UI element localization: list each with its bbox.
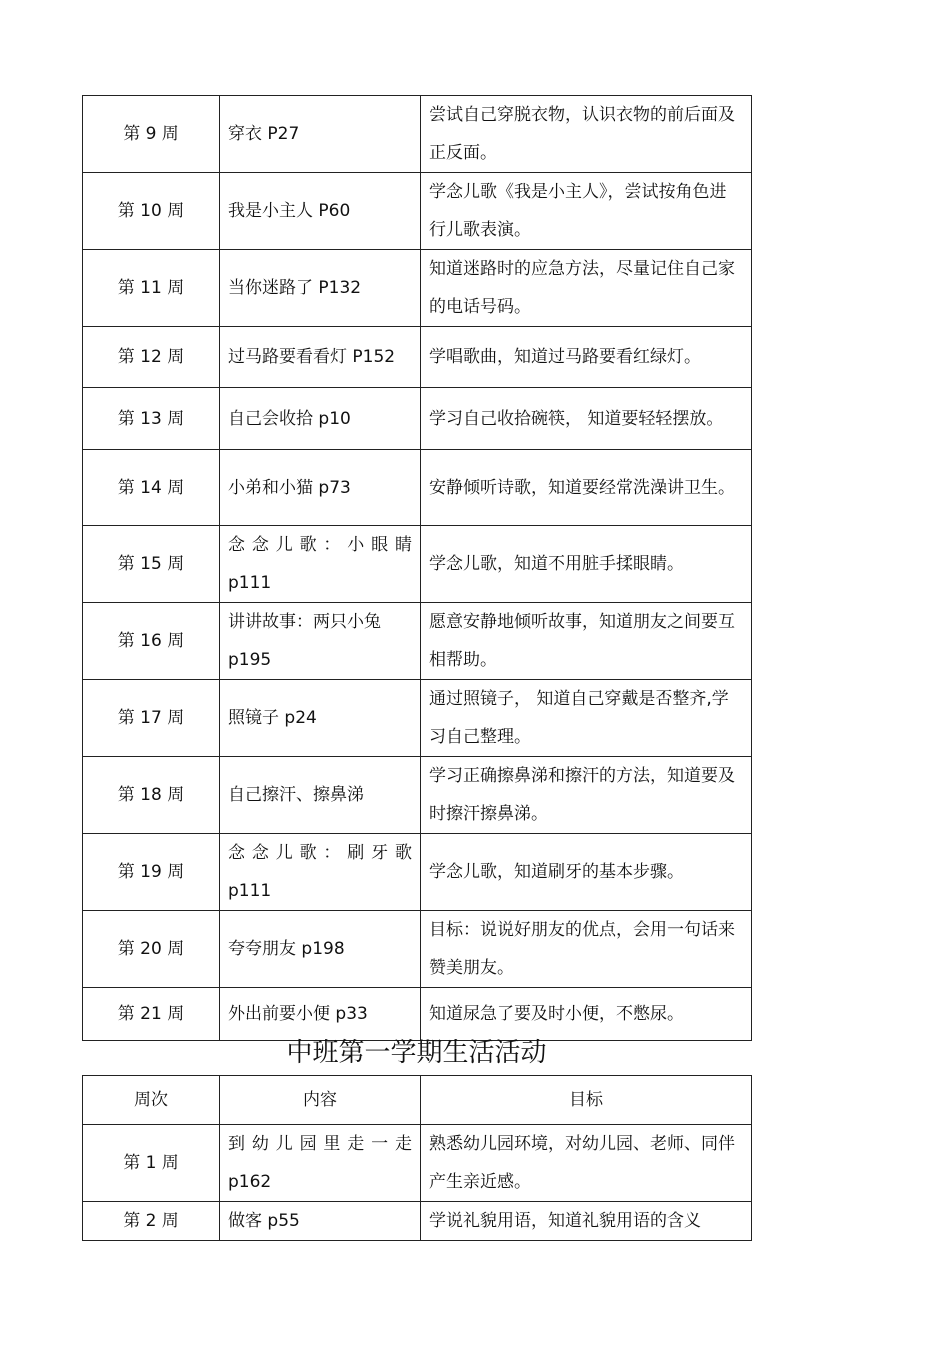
table-row xyxy=(83,327,752,388)
header-goal: 目标 xyxy=(421,1076,752,1125)
week-cell: 第 9 周 xyxy=(83,96,220,173)
goal-cell: 愿意安静地倾听故事，知道朋友之间要互相帮助。 xyxy=(421,603,752,680)
week-cell: 第 21 周 xyxy=(83,988,220,1041)
week-cell: 第 10 周 xyxy=(83,173,220,250)
weekly-activity-table xyxy=(82,95,752,1041)
content-page: p195 xyxy=(228,650,272,670)
content-cell: 外出前要小便 p33 xyxy=(220,988,421,1041)
section-title: 中班第一学期生活活动 xyxy=(286,1038,547,1068)
table-row xyxy=(83,526,752,603)
week-cell: 第 16 周 xyxy=(83,603,220,680)
content-cell xyxy=(220,526,421,603)
content-cell: 小弟和小猫 p73 xyxy=(220,450,421,526)
week-cell: 第 13 周 xyxy=(83,388,220,450)
content-cell: 我是小主人 P60 xyxy=(220,173,421,250)
content-line: 念念儿歌：小眼睛 xyxy=(228,535,412,555)
content-cell xyxy=(220,603,421,680)
table-header-row xyxy=(83,1076,752,1125)
goal-cell: 安静倾听诗歌，知道要经常洗澡讲卫生。 xyxy=(421,450,752,526)
table-row xyxy=(83,450,752,526)
goal-cell: 尝试自己穿脱衣物，认识衣物的前后面及正反面。 xyxy=(421,96,752,173)
content-line: 到幼儿园里走一走 xyxy=(228,1134,412,1154)
week-cell: 第 14 周 xyxy=(83,450,220,526)
goal-cell: 学念儿歌，知道刷牙的基本步骤。 xyxy=(421,834,752,911)
table-row xyxy=(83,680,752,757)
week-cell: 第 1 周 xyxy=(83,1125,220,1202)
week-cell: 第 18 周 xyxy=(83,757,220,834)
content-page: p111 xyxy=(228,881,272,901)
week-cell: 第 20 周 xyxy=(83,911,220,988)
table-row xyxy=(83,173,752,250)
content-cell: 照镜子 p24 xyxy=(220,680,421,757)
header-week: 周次 xyxy=(83,1076,220,1125)
table-row xyxy=(83,388,752,450)
table-row xyxy=(83,250,752,327)
week-cell: 第 17 周 xyxy=(83,680,220,757)
goal-cell: 学唱歌曲，知道过马路要看红绿灯。 xyxy=(421,327,752,388)
table-row xyxy=(83,1202,752,1241)
goal-cell: 学念儿歌《我是小主人》，尝试按角色进行儿歌表演。 xyxy=(421,173,752,250)
content-cell: 自己会收拾 p10 xyxy=(220,388,421,450)
goal-cell: 通过照镜子， 知道自己穿戴是否整齐,学习自己整理。 xyxy=(421,680,752,757)
content-cell: 夸夸朋友 p198 xyxy=(220,911,421,988)
content-cell xyxy=(220,834,421,911)
content-cell xyxy=(220,1125,421,1202)
semester-activity-table xyxy=(82,1075,752,1241)
table-row xyxy=(83,834,752,911)
content-cell: 当你迷路了 P132 xyxy=(220,250,421,327)
content-cell: 过马路要看看灯 P152 xyxy=(220,327,421,388)
content-line: 讲讲故事：两只小兔 xyxy=(228,612,381,632)
content-page: p111 xyxy=(228,573,272,593)
goal-cell: 目标：说说好朋友的优点，会用一句话来赞美朋友。 xyxy=(421,911,752,988)
content-cell: 做客 p55 xyxy=(220,1202,421,1241)
week-cell: 第 19 周 xyxy=(83,834,220,911)
week-cell: 第 15 周 xyxy=(83,526,220,603)
goal-cell: 学习自己收拾碗筷， 知道要轻轻摆放。 xyxy=(421,388,752,450)
content-cell: 自己擦汗、擦鼻涕 xyxy=(220,757,421,834)
week-cell: 第 2 周 xyxy=(83,1202,220,1241)
table-row xyxy=(83,1125,752,1202)
goal-cell: 知道迷路时的应急方法，尽量记住自己家的电话号码。 xyxy=(421,250,752,327)
content-line: 念念儿歌：刷牙歌 xyxy=(228,843,412,863)
week-cell: 第 12 周 xyxy=(83,327,220,388)
table-row xyxy=(83,911,752,988)
goal-cell: 知道尿急了要及时小便，不憋尿。 xyxy=(421,988,752,1041)
goal-cell: 熟悉幼儿园环境，对幼儿园、老师、同伴产生亲近感。 xyxy=(421,1125,752,1202)
content-page: p162 xyxy=(228,1172,272,1192)
goal-cell: 学说礼貌用语，知道礼貌用语的含义 xyxy=(421,1202,752,1241)
table-row xyxy=(83,603,752,680)
header-content: 内容 xyxy=(220,1076,421,1125)
goal-cell: 学习正确擦鼻涕和擦汗的方法，知道要及时擦汗擦鼻涕。 xyxy=(421,757,752,834)
content-cell: 穿衣 P27 xyxy=(220,96,421,173)
table-row xyxy=(83,757,752,834)
table-row xyxy=(83,96,752,173)
week-cell: 第 11 周 xyxy=(83,250,220,327)
goal-cell: 学念儿歌，知道不用脏手揉眼睛。 xyxy=(421,526,752,603)
